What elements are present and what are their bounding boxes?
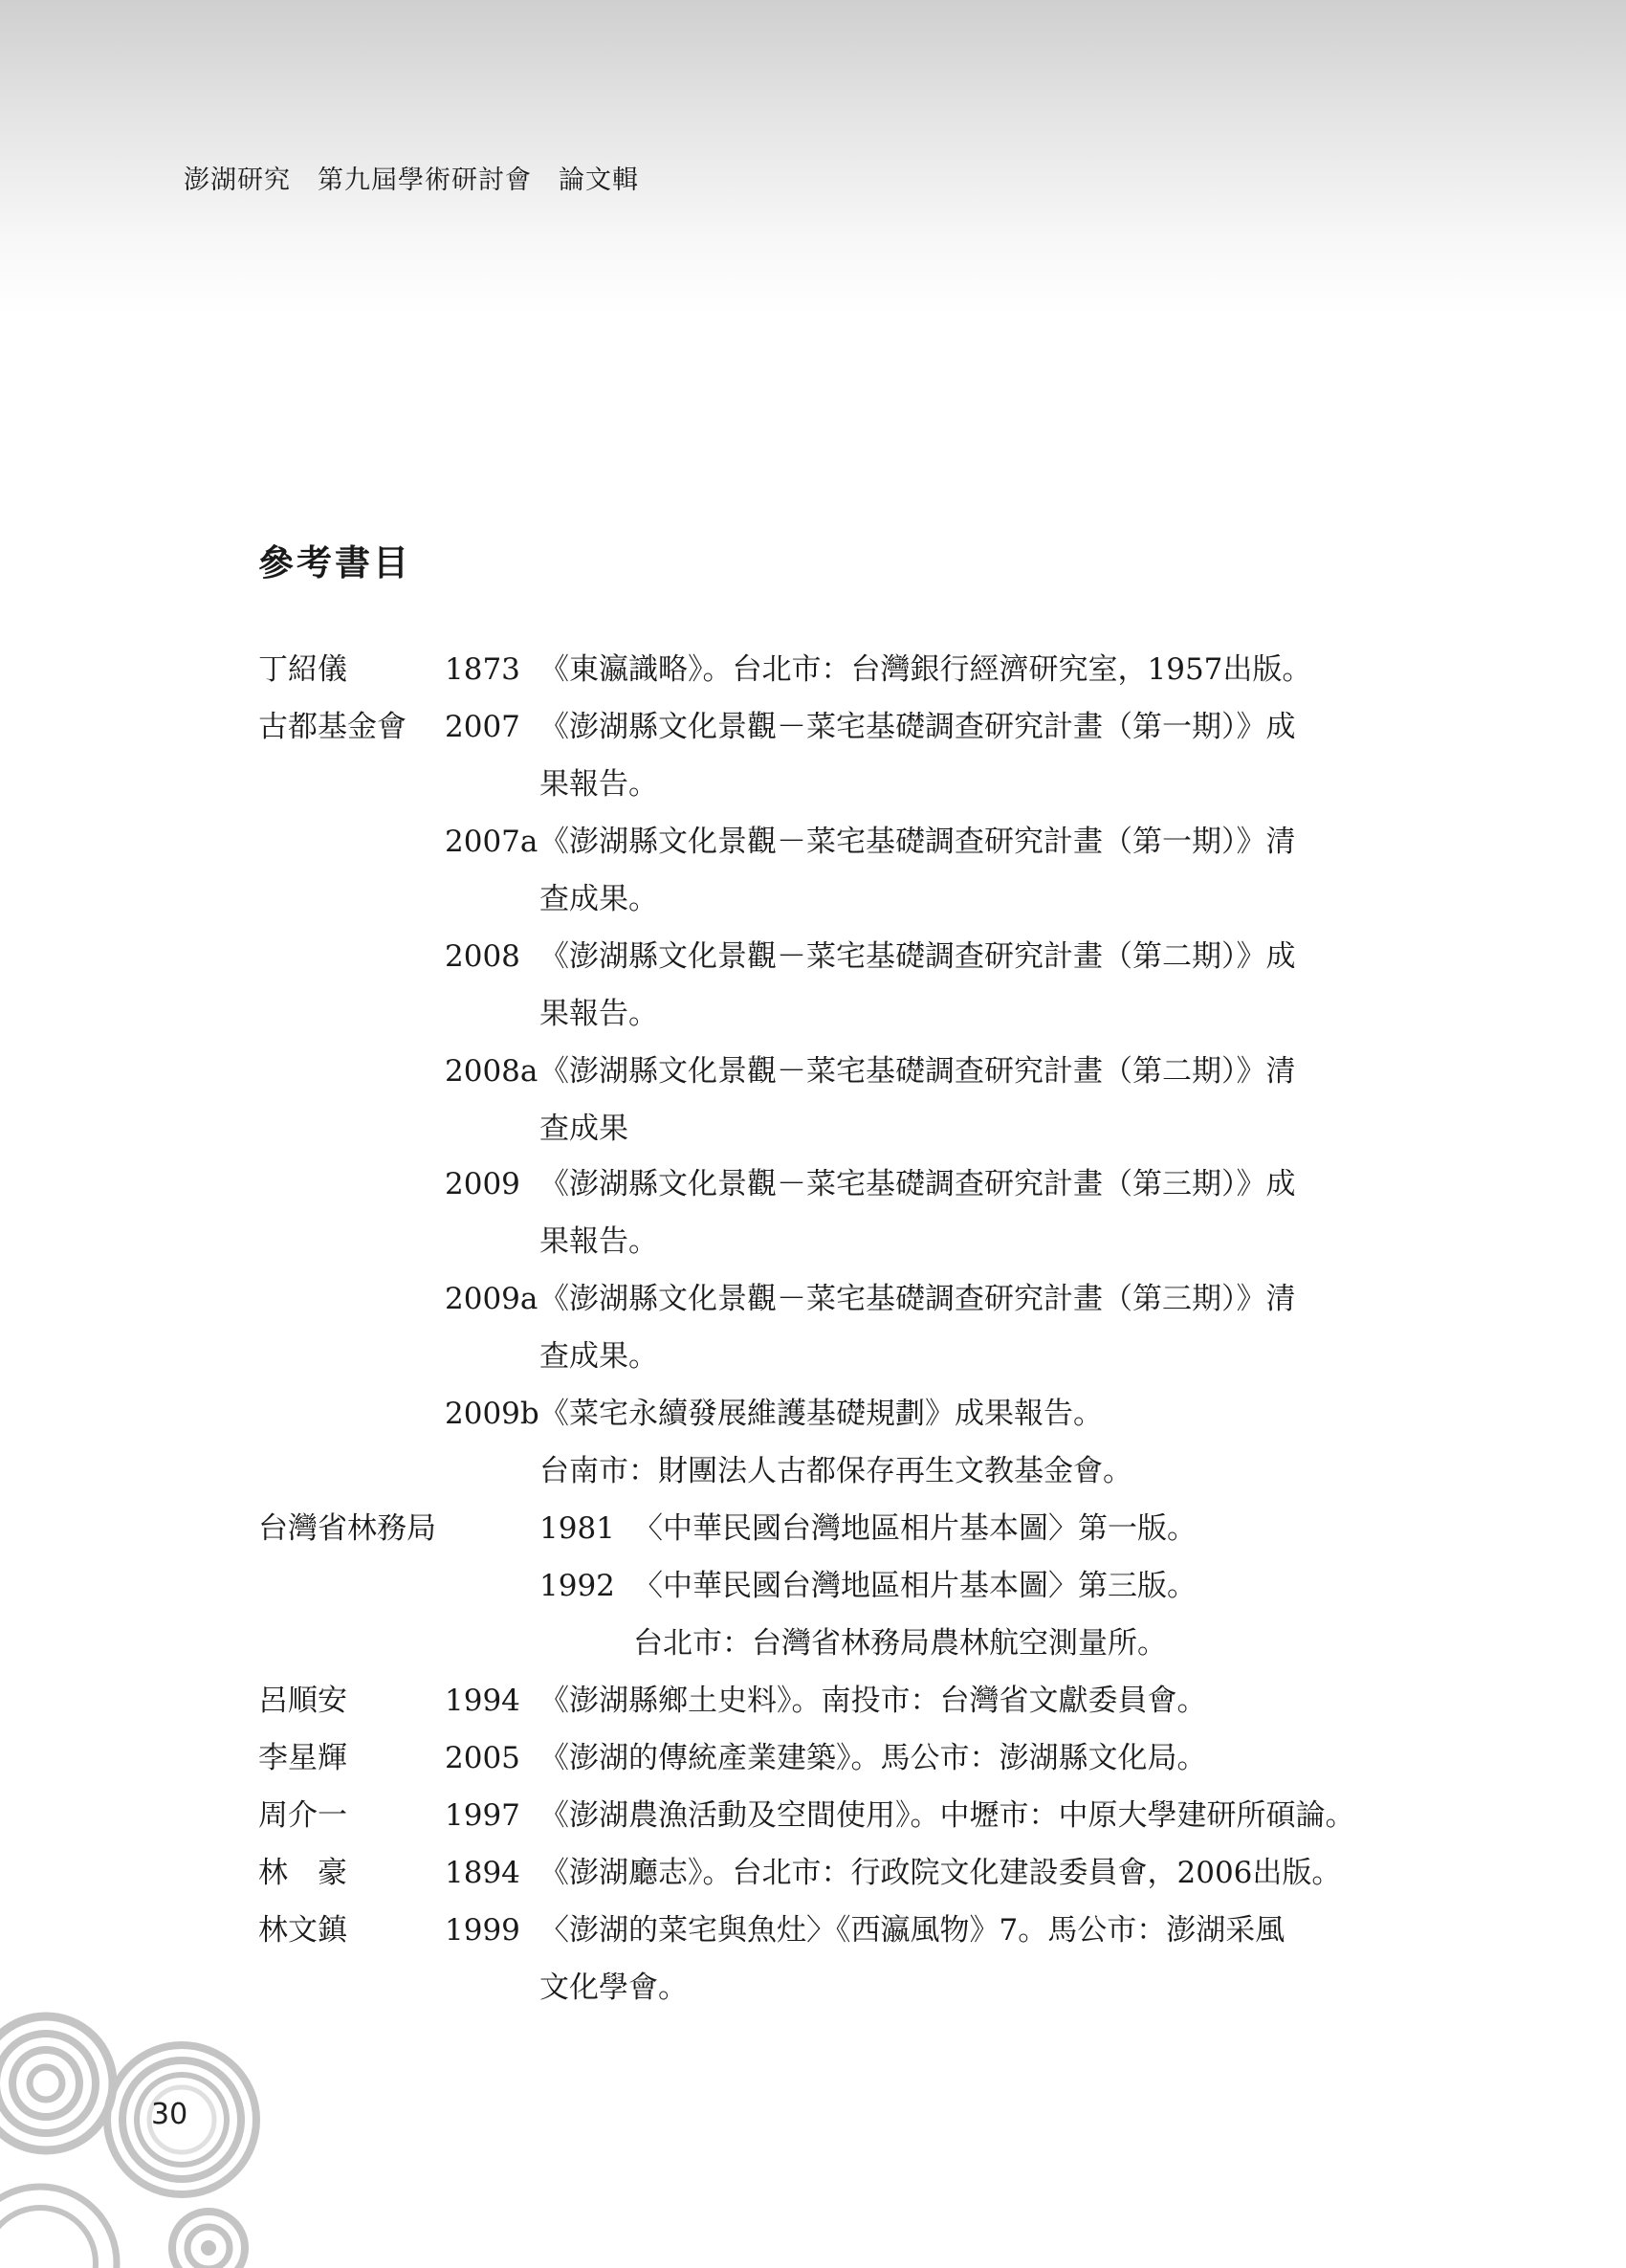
ref-text-continued: 果報告。: [539, 997, 658, 1031]
page-number: 30: [151, 2098, 188, 2131]
ref-author: 李星輝: [258, 1741, 347, 1775]
ref-author: 呂順安: [258, 1684, 347, 1718]
ref-text: 《澎湖的傳統產業建築》。馬公市：澎湖縣文化局。: [539, 1741, 1207, 1775]
ref-author: 林 豪: [258, 1856, 347, 1890]
ref-author: 古都基金會: [258, 710, 406, 744]
ref-text-continued: 果報告。: [539, 1224, 658, 1259]
ref-text: 〈中華民國台灣地區相片基本圖〉第一版。: [633, 1511, 1197, 1546]
ref-year: 2007: [445, 710, 520, 744]
ref-text: 《澎湖農漁活動及空間使用》。中壢市：中原大學建研所碩論。: [539, 1798, 1355, 1833]
ref-year: 2008a: [445, 1054, 538, 1089]
ref-text: 《澎湖縣文化景觀－菜宅基礎調查研究計畫（第一期）》成: [539, 710, 1296, 744]
ref-text-continued: 查成果。: [539, 882, 658, 916]
running-head: 澎湖研究 第九屆學術研討會 論文輯: [184, 165, 639, 195]
ref-text-continued: 文化學會。: [539, 1971, 688, 2005]
ref-year: 2009b: [445, 1397, 539, 1431]
ref-text: 《菜宅永續發展維護基礎規劃》成果報告。: [539, 1397, 1103, 1431]
ref-text: 《澎湖縣文化景觀－菜宅基礎調查研究計畫（第三期）》成: [539, 1167, 1296, 1201]
ref-text: 《東瀛識略》。台北市：台灣銀行經濟研究室，1957出版。: [539, 652, 1312, 687]
ref-text-continued: 台北市：台灣省林務局農林航空測量所。: [633, 1626, 1167, 1661]
ref-year: 1894: [445, 1856, 520, 1890]
ref-text: 《澎湖縣鄉土史料》。南投市：台灣省文獻委員會。: [539, 1684, 1207, 1718]
ref-author: 台灣省林務局: [258, 1511, 436, 1546]
ref-year: 1994: [445, 1684, 520, 1718]
ref-year: 2009: [445, 1167, 520, 1201]
ref-text: 〈中華民國台灣地區相片基本圖〉第三版。: [633, 1569, 1197, 1603]
ref-author: 周介一: [258, 1798, 347, 1833]
ref-year: 1992: [539, 1569, 615, 1603]
ref-year: 1873: [445, 652, 520, 687]
ref-text-continued: 果報告。: [539, 767, 658, 802]
section-title: 參考書目: [258, 542, 411, 584]
ref-text: 〈澎湖的菜宅與魚灶〉《西瀛風物》7。馬公市：澎湖采風: [539, 1913, 1285, 1948]
ref-text: 《澎湖縣文化景觀－菜宅基礎調查研究計畫（第三期）》清: [539, 1282, 1296, 1316]
ref-author: 林文鎮: [258, 1913, 347, 1948]
ref-year: 2007a: [445, 825, 538, 859]
ref-year: 1981: [539, 1511, 615, 1546]
ref-text-continued: 查成果。: [539, 1339, 658, 1374]
ref-text-continued: 台南市：財團法人古都保存再生文教基金會。: [539, 1454, 1132, 1488]
ref-year: 1997: [445, 1798, 520, 1833]
ref-text: 《澎湖縣文化景觀－菜宅基礎調查研究計畫（第二期）》清: [539, 1054, 1296, 1089]
ref-author: 丁紹儀: [258, 652, 347, 687]
concentric-circles-decoration: [0, 2009, 287, 2268]
ref-text: 《澎湖廳志》。台北市：行政院文化建設委員會，2006出版。: [539, 1856, 1342, 1890]
ref-year: 2005: [445, 1741, 520, 1775]
ref-year: 2008: [445, 939, 520, 974]
ref-year: 1999: [445, 1913, 520, 1948]
ref-text: 《澎湖縣文化景觀－菜宅基礎調查研究計畫（第二期）》成: [539, 939, 1296, 974]
ref-year: 2009a: [445, 1282, 538, 1316]
ref-text: 《澎湖縣文化景觀－菜宅基礎調查研究計畫（第一期）》清: [539, 825, 1296, 859]
ref-text-continued: 查成果: [539, 1112, 628, 1146]
